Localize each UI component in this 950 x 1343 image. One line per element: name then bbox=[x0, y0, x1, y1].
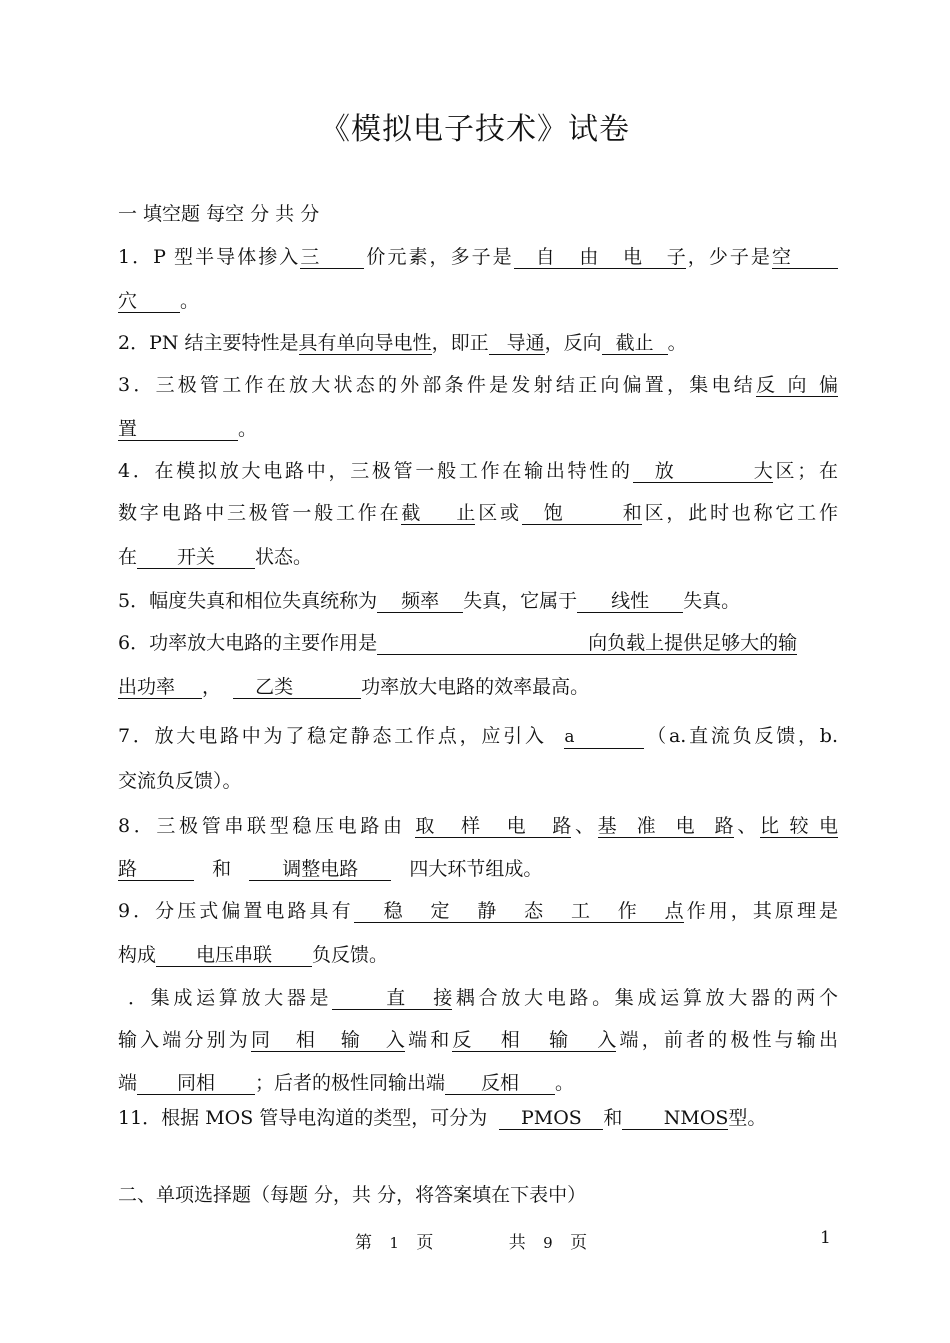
q1-blank-3b: 穴 bbox=[118, 290, 180, 313]
q2-text-d: ，反向 bbox=[544, 332, 602, 354]
q1-blank-2: 自由电子 bbox=[514, 246, 686, 269]
footer-gong: 共 bbox=[508, 1233, 526, 1253]
q1-text-a: 1．P 型半导体掺入 bbox=[118, 246, 301, 268]
q3-text-a: 3．三极管工作在放大状态的外部条件是发射结正向偏置，集电结 bbox=[118, 374, 756, 396]
q10-blank-5: 反相 bbox=[445, 1072, 555, 1095]
q6-blank-1b: 出功率 bbox=[118, 676, 202, 699]
q9-blank-1: 稳定静态工作点 bbox=[354, 900, 684, 923]
q8-text-e: 和 bbox=[212, 858, 232, 880]
q10-text-d: 输入端分别为 bbox=[118, 1029, 251, 1051]
q10-blank-3: 反相输入 bbox=[452, 1029, 617, 1051]
q4-line3 bbox=[118, 544, 838, 570]
q10-text-a: ．集成运算放大器是 bbox=[128, 987, 333, 1009]
q7-line1 bbox=[118, 723, 838, 749]
q10-line2 bbox=[118, 1027, 838, 1053]
section2-header: 二、单项选择题（每题 分，共 分，将答案填在下表中） bbox=[118, 1184, 587, 1206]
q5-text-d: 失真。 bbox=[683, 590, 741, 612]
q4-line2 bbox=[118, 500, 838, 526]
q9-text-c: 作用，其原理是 bbox=[683, 900, 838, 922]
q4-blank-1: 放大 bbox=[633, 460, 773, 483]
footer-ye2: 页 bbox=[570, 1233, 588, 1253]
page-title: 《模拟电子技术》试卷 bbox=[320, 112, 630, 147]
q10-text-c: 耦合放大电路。集成运算放大器的两个 bbox=[452, 987, 838, 1009]
q5-blank-2: 线性 bbox=[577, 590, 683, 613]
q2-blank-2: 导通 bbox=[489, 332, 545, 355]
q8-blank-4: 调整电路 bbox=[249, 858, 391, 881]
q8-blank-2: 基准电路 bbox=[597, 815, 734, 837]
q8-line2 bbox=[118, 856, 838, 882]
page-number-right: 1 bbox=[820, 1228, 831, 1248]
q8-text-d: 、 bbox=[733, 815, 760, 837]
q4-text-a: 4．在模拟放大电路中，三极管一般工作在输出特性的 bbox=[118, 460, 633, 482]
q2-text-a: 2．PN 结主要特性是 bbox=[118, 332, 299, 354]
q5-blank-1: 频率 bbox=[377, 590, 463, 613]
q8-blank-3a: 比较电 bbox=[760, 815, 838, 837]
q4-line1 bbox=[118, 458, 838, 484]
section1-header: 一 填空题 每空 分 共 分 bbox=[118, 203, 320, 225]
q1-line1 bbox=[118, 244, 838, 270]
q9-text-d: 构成 bbox=[118, 944, 157, 966]
q11-blank-2: NMOS bbox=[622, 1107, 728, 1130]
q1-text-c: 价元素，多子是 bbox=[364, 246, 514, 268]
q9-blank-2: 电压串联 bbox=[156, 944, 312, 967]
q5-text-c: 失真，它属于 bbox=[463, 590, 578, 612]
q7-blank-1: a bbox=[564, 726, 644, 749]
q5-line bbox=[118, 588, 838, 614]
q11-line bbox=[118, 1105, 838, 1131]
q8-text-f: 四大环节组成。 bbox=[409, 858, 543, 880]
q7-line2: 交流负反馈）。 bbox=[118, 770, 242, 792]
q6-line1 bbox=[118, 630, 838, 656]
q8-line1 bbox=[118, 813, 838, 839]
q6-line2 bbox=[118, 674, 838, 700]
q6-text-c: ， bbox=[202, 676, 222, 698]
q3-blank-1a: 反向偏 bbox=[756, 374, 838, 396]
q4-text-i: 状态。 bbox=[255, 546, 313, 568]
q10-text-h: ；后者的极性同输出端 bbox=[255, 1072, 446, 1094]
q10-text-g: 端 bbox=[118, 1072, 138, 1094]
q10-text-i: 。 bbox=[555, 1072, 575, 1094]
q6-blank-1a: 向负载上提供足够大的输 bbox=[377, 632, 797, 655]
q6-text-d: 功率放大电路的效率最高。 bbox=[361, 676, 590, 698]
q10-blank-1: 直接 bbox=[332, 987, 452, 1010]
q4-text-g: 区，此时也称它工作 bbox=[641, 502, 838, 524]
q6-blank-2: 乙类 bbox=[233, 676, 361, 699]
q2-blank-1: 具有单向导电性 bbox=[298, 332, 432, 354]
q2-text-c: ，即正 bbox=[431, 332, 489, 354]
q5-text-a: 5．幅度失真和相位失真统称为 bbox=[118, 590, 378, 612]
q10-line1 bbox=[128, 985, 838, 1011]
q10-text-e: 端和 bbox=[404, 1029, 453, 1051]
q7-text-a: 7．放大电路中为了稳定静态工作点，应引入 bbox=[118, 725, 547, 747]
q3-blank-1b: 置 bbox=[118, 418, 238, 441]
q11-blank-1: PMOS bbox=[499, 1107, 603, 1130]
q11-text-a: 11．根据 MOS 管导电沟道的类型，可分为 bbox=[118, 1107, 488, 1129]
q11-text-d: 型。 bbox=[728, 1107, 767, 1129]
q4-text-f: 区或 bbox=[475, 502, 522, 524]
q4-text-c: 区；在 bbox=[772, 460, 838, 482]
q8-text-c: 、 bbox=[571, 815, 598, 837]
q1-text-d: ，少子是 bbox=[685, 246, 772, 268]
q9-text-e: 负反馈。 bbox=[312, 944, 389, 966]
q3-line2 bbox=[118, 416, 838, 442]
q2-blank-3: 截止 bbox=[602, 332, 668, 355]
q4-text-d: 数字电路中三极管一般工作在 bbox=[118, 502, 402, 524]
q4-blank-4: 开关 bbox=[137, 546, 255, 569]
q1-text-e: 。 bbox=[180, 290, 200, 312]
q7-text-c: （a.直流负反馈，b. bbox=[644, 725, 838, 747]
q1-line2 bbox=[118, 288, 838, 314]
page-footer bbox=[355, 1228, 587, 1253]
q1-blank-1: 三 bbox=[300, 246, 364, 269]
q3-text-e: 。 bbox=[238, 418, 258, 440]
q3-line1 bbox=[118, 372, 838, 398]
q9-text-a: 9．分压式偏置电路具有 bbox=[118, 900, 354, 922]
q4-blank-3: 饱和 bbox=[522, 502, 642, 525]
q8-blank-3b: 路 bbox=[118, 858, 194, 881]
q9-line2 bbox=[118, 942, 838, 968]
q10-line3 bbox=[118, 1070, 838, 1096]
q4-text-h: 在 bbox=[118, 546, 138, 568]
q8-blank-1: 取样电路 bbox=[415, 815, 572, 837]
footer-total-pages: 9 bbox=[543, 1234, 553, 1252]
q8-text-a: 8．三极管串联型稳压电路由 bbox=[118, 815, 406, 837]
q11-text-c: 和 bbox=[603, 1107, 623, 1129]
footer-ye: 页 bbox=[416, 1233, 434, 1253]
q10-blank-4: 同相 bbox=[137, 1072, 255, 1095]
q4-blank-2: 截止 bbox=[401, 502, 476, 524]
q6-text-a: 6．功率放大电路的主要作用是 bbox=[118, 632, 378, 654]
footer-di: 第 bbox=[355, 1233, 372, 1253]
q9-line1 bbox=[118, 898, 838, 924]
q2-line bbox=[118, 330, 838, 356]
footer-page-number: 1 bbox=[389, 1234, 399, 1252]
q10-text-f: 端，前者的极性与输出 bbox=[616, 1029, 838, 1051]
q2-text-e: 。 bbox=[667, 332, 687, 354]
q10-blank-2: 同相输入 bbox=[250, 1029, 405, 1051]
q1-blank-3a: 空 bbox=[772, 246, 838, 269]
